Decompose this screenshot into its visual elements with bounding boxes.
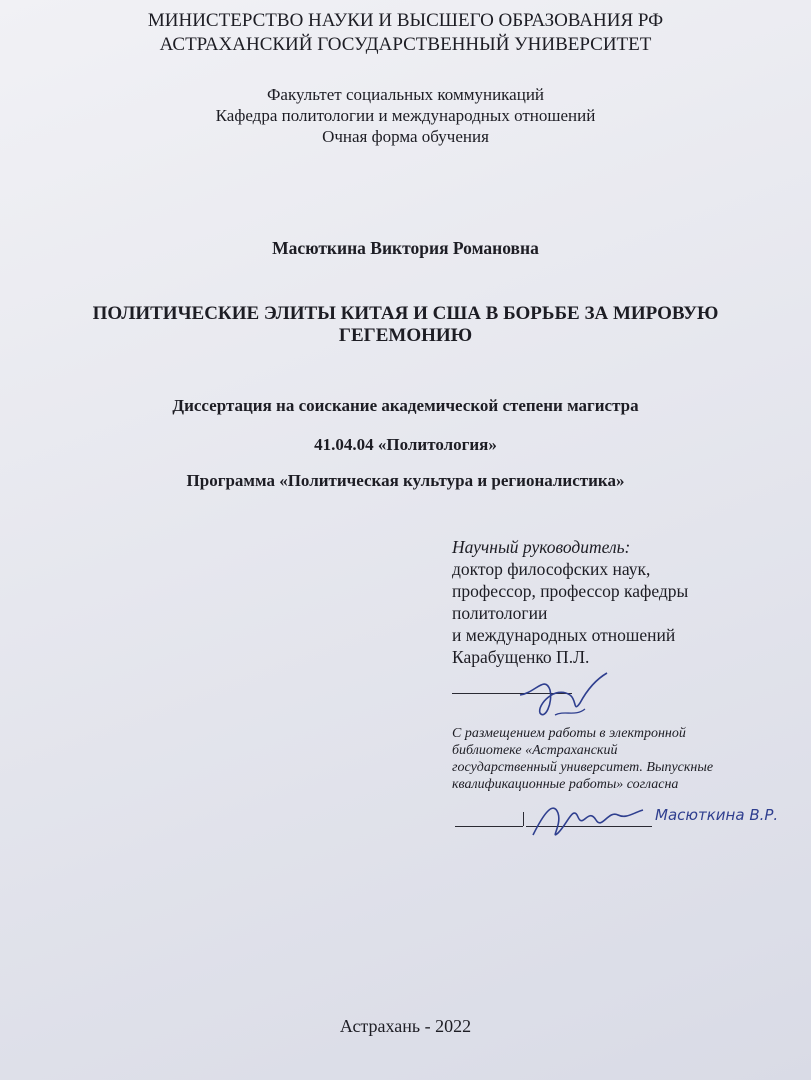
consent-slash (523, 812, 524, 826)
city-year: Астрахань - 2022 (339, 1016, 472, 1036)
consent-line2: библиотеке «Астраханский (452, 743, 618, 758)
supervisor-label: Научный руководитель: (452, 537, 631, 557)
supervisor-name: Карабущенко П.Л. (452, 647, 590, 667)
thesis-title (0, 303, 811, 347)
degree-line: Диссертация на соискание академической степени магистра (172, 396, 639, 415)
consent-line-left (455, 826, 523, 827)
supervisor-signature (515, 665, 615, 725)
supervisor-department-2: и международных отношений (452, 625, 676, 645)
consent-line1: С размещением работы в электронной (452, 726, 686, 741)
supervisor-position: профессор, профессор кафедры (452, 581, 689, 601)
supervisor-degree: доктор философских наук, (452, 559, 651, 579)
supervisor-department-1: политологии (452, 603, 548, 623)
department-line: Кафедра политологии и международных отношений (215, 106, 596, 125)
author-name: Масюткина Виктория Романовна (272, 238, 539, 258)
ministry-heading: МИНИСТЕРСТВО НАУКИ И ВЫСШЕГО ОБРАЗОВАНИЯ РФ (147, 10, 664, 31)
consent-line3: государственный университет. Выпускные (452, 760, 714, 775)
study-form-line: Очная форма обучения (322, 127, 489, 146)
faculty-line: Факультет социальных коммуникаций (266, 85, 545, 104)
thesis-title-line2: ГЕГЕМОНИЮ (338, 325, 473, 346)
author-signature (528, 795, 648, 845)
consent-line4: квалификационные работы» согласна (452, 777, 679, 792)
author-handwritten-name: Масюткина В.Р. (655, 806, 779, 824)
program-line: Программа «Политическая культура и регионалистика» (186, 471, 625, 490)
specialty-code: 41.04.04 «Политология» (314, 435, 497, 454)
thesis-title-line1: ПОЛИТИЧЕСКИЕ ЭЛИТЫ КИТАЯ И США В БОРЬБЕ ЗА МИРОВУЮ (92, 303, 719, 324)
university-heading: АСТРАХАНСКИЙ ГОСУДАРСТВЕННЫЙ УНИВЕРСИТЕТ (159, 34, 652, 55)
